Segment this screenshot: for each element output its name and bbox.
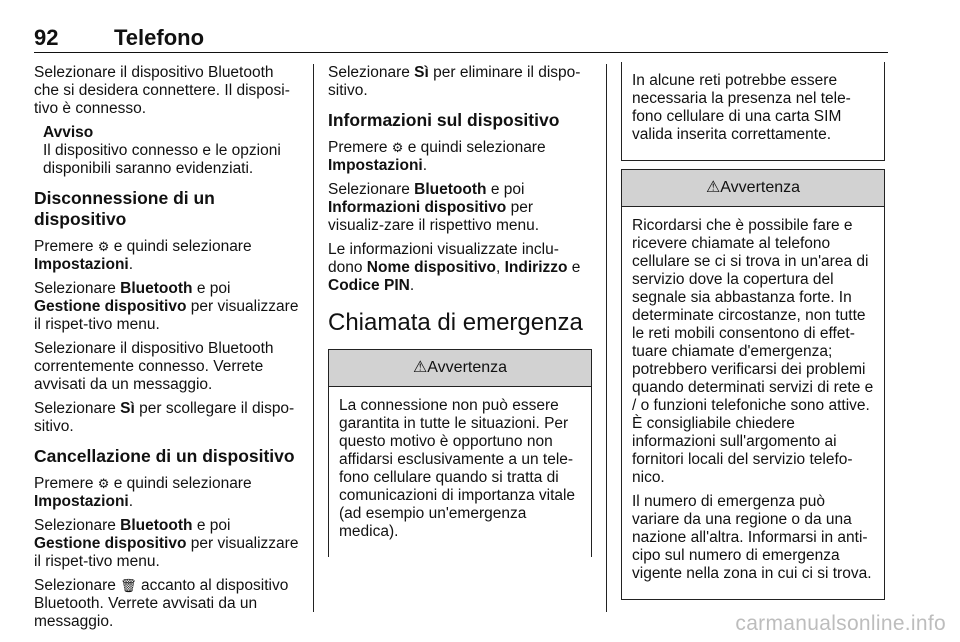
warning-box [328, 349, 592, 557]
note-block [43, 124, 299, 178]
warning-title: ⚠Avvertenza [622, 170, 884, 207]
paragraph: Selezionare il dispositivo Bluetooth correntemente connesso. Verrete avvisati da un messaggio. [34, 340, 274, 393]
paragraph: Selezionare 🗑 accanto al dispositivo Bluetooth. Verrete avvisati da un messaggio. [34, 577, 289, 630]
warning-body: Ricordarsi che è possibile fare e ricevere chiamate al telefono cellulare se ci si trova in un'area di servizio dove la copertura del segnale sia abbastanza forte. In determinate circostanze, non tutte le reti mobili consentono di effet-tuare chiamate d'emergenza; potrebbero verificarsi dei problemi quando determinati servizi di rete e / o funzioni telefoniche sono attive. È consigliabile chiedere informazioni sull'argomento ai fornitori locali del servizio telefo-nico. Il numero di emergenza può variare da una regione o da una nazione all'altra. Informarsi in anti-cipo sul numero di emergenza vigente nella zona in cui ci si trova. [632, 217, 874, 582]
section-heading-emergency: Chiamata di emergenza [328, 309, 583, 336]
column-divider-1 [313, 64, 314, 612]
section-heading-info: Informazioni sul dispositivo [328, 110, 560, 130]
info-box-continued [621, 62, 885, 161]
page-header [34, 22, 888, 53]
settings-icon: ⚙ [391, 140, 404, 155]
warning-box [621, 169, 885, 600]
warning-icon: ⚠ [705, 179, 721, 196]
trash-icon: 🗑 [120, 578, 137, 593]
section-heading-disconnect: Disconnessione di un dispositivo [34, 188, 215, 229]
column-1 [34, 64, 299, 637]
page-number: 92 [34, 25, 59, 50]
paragraph: Selezionare Bluetooth e poi Gestione dispositivo per visualizzare il rispet-tivo menu. [34, 280, 299, 333]
warning-title: ⚠Avvertenza [329, 350, 591, 387]
watermark: carmanualsonline.info [735, 612, 946, 635]
warning-body: La connessione non può essere garantita in tutte le situazioni. Per questo motivo è opportuno non affidarsi esclusivamente a un tele-fono cellulare quando si tratta di comunicazioni di importanza vitale (ad esempio un'emergenza medica). [339, 397, 576, 540]
paragraph: Premere ⚙ e quindi selezionare Impostazioni. [328, 139, 546, 174]
paragraph: Selezionare Bluetooth e poi Gestione dispositivo per visualizzare il rispet-tivo menu. [34, 517, 299, 570]
paragraph: Selezionare Bluetooth e poi Informazioni dispositivo per visualiz-zare il rispettivo menu. [328, 181, 540, 234]
column-2 [328, 64, 592, 557]
paragraph: Le informazioni visualizzate inclu-dono Nome dispositivo, Indirizzo e Codice PIN. [328, 241, 581, 294]
column-divider-2 [606, 64, 607, 612]
paragraph: Selezionare Sì per eliminare il dispo-sitivo. [328, 64, 581, 99]
info-box-body: In alcune reti potrebbe essere necessaria la presenza nel tele-fono cellulare di una carta SIM valida inserita correttamente. [632, 72, 851, 143]
note-title: Avviso [43, 124, 94, 141]
warning-icon: ⚠ [412, 359, 428, 376]
paragraph: Premere ⚙ e quindi selezionare Impostazioni. [34, 238, 252, 273]
paragraph: Selezionare Sì per scollegare il dispo-sitivo. [34, 400, 295, 435]
column-3 [621, 64, 885, 600]
settings-icon: ⚙ [97, 239, 110, 254]
note-text: Il dispositivo connesso e le opzioni disponibili saranno evidenziati. [43, 142, 281, 177]
page-title: Telefono [114, 25, 205, 50]
paragraph: Premere ⚙ e quindi selezionare Impostazioni. [34, 475, 252, 510]
paragraph: Selezionare il dispositivo Bluetooth che si desidera connettere. Il disposi-tivo è connesso. [34, 64, 290, 117]
settings-icon: ⚙ [97, 476, 110, 491]
section-heading-cancel: Cancellazione di un dispositivo [34, 446, 295, 466]
